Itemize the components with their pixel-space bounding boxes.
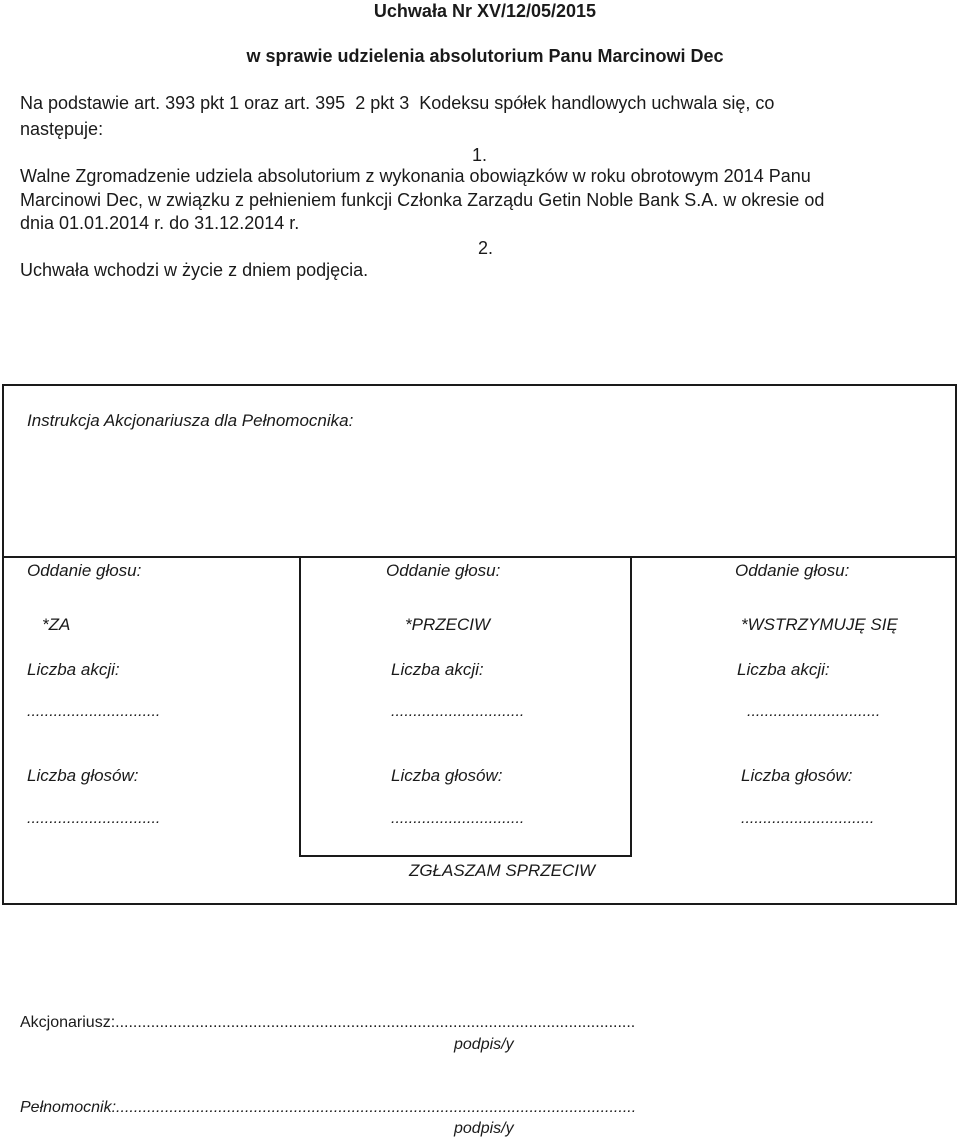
shareholder-signature-caption: podpis/y — [454, 1036, 514, 1053]
section-1-marker: 1. — [472, 145, 488, 165]
vote-heading-for: Oddanie głosu: — [27, 561, 142, 580]
resolution-title: Uchwała Nr XV/12/05/2015 — [373, 1, 597, 21]
section-1-line-2: Marcinowi Dec, w związku z pełnieniem funkcji Członka Zarządu Getin Noble Bank S.A. w okresie od — [20, 190, 825, 210]
preamble-line-1: Na podstawie art. 393 pkt 1 oraz art. 395 2 pkt 3 Kodeksu spółek handlowych uchwala się, co — [20, 93, 775, 113]
shares-value-against[interactable]: .............................. — [391, 703, 525, 720]
vote-option-abstain[interactable]: *WSTRZYMUJĘ SIĘ — [741, 615, 898, 634]
votes-label-against: Liczba głosów: — [391, 766, 503, 785]
vote-heading-abstain: Oddanie głosu: — [735, 561, 850, 580]
box-divider-top — [4, 556, 955, 558]
votes-label-abstain: Liczba głosów: — [741, 766, 853, 785]
box-divider-bottom — [299, 855, 632, 857]
shares-label-against: Liczba akcji: — [391, 660, 484, 679]
votes-label-for: Liczba głosów: — [27, 766, 139, 785]
instruction-label: Instrukcja Akcjonariusza dla Pełnomocnika: — [27, 411, 354, 430]
resolution-subject: w sprawie udzielenia absolutorium Panu Marcinowi Dec — [246, 46, 724, 66]
shares-label-abstain: Liczba akcji: — [737, 660, 830, 679]
vote-option-for[interactable]: *ZA — [42, 615, 71, 634]
proxy-signature-caption: podpis/y — [454, 1120, 514, 1137]
votes-value-for[interactable]: .............................. — [27, 810, 161, 827]
shareholder-signature-line[interactable]: Akcjonariusz:..................................................................................................................... — [20, 1014, 636, 1031]
votes-value-against[interactable]: .............................. — [391, 810, 525, 827]
proxy-signature-line[interactable]: Pełnomocnik:..................................................................................................................... — [20, 1099, 637, 1116]
section-1-line-1: Walne Zgromadzenie udziela absolutorium z wykonania obowiązków w roku obrotowym 2014 Panu — [20, 166, 811, 186]
preamble-line-2: następuje: — [20, 119, 104, 139]
section-2-marker: 2. — [478, 238, 494, 258]
column-divider-2 — [630, 558, 632, 855]
column-divider-1 — [299, 558, 301, 855]
vote-option-against[interactable]: *PRZECIW — [405, 615, 490, 634]
shares-value-abstain[interactable]: .............................. — [747, 703, 881, 720]
vote-heading-against: Oddanie głosu: — [386, 561, 501, 580]
shares-label-for: Liczba akcji: — [27, 660, 120, 679]
objection-option[interactable]: ZGŁASZAM SPRZECIW — [409, 861, 596, 880]
shares-value-for[interactable]: .............................. — [27, 703, 161, 720]
section-2-text: Uchwała wchodzi w życie z dniem podjęcia. — [20, 260, 369, 280]
votes-value-abstain[interactable]: .............................. — [741, 810, 875, 827]
section-1-line-3: dnia 01.01.2014 r. do 31.12.2014 r. — [20, 213, 300, 233]
